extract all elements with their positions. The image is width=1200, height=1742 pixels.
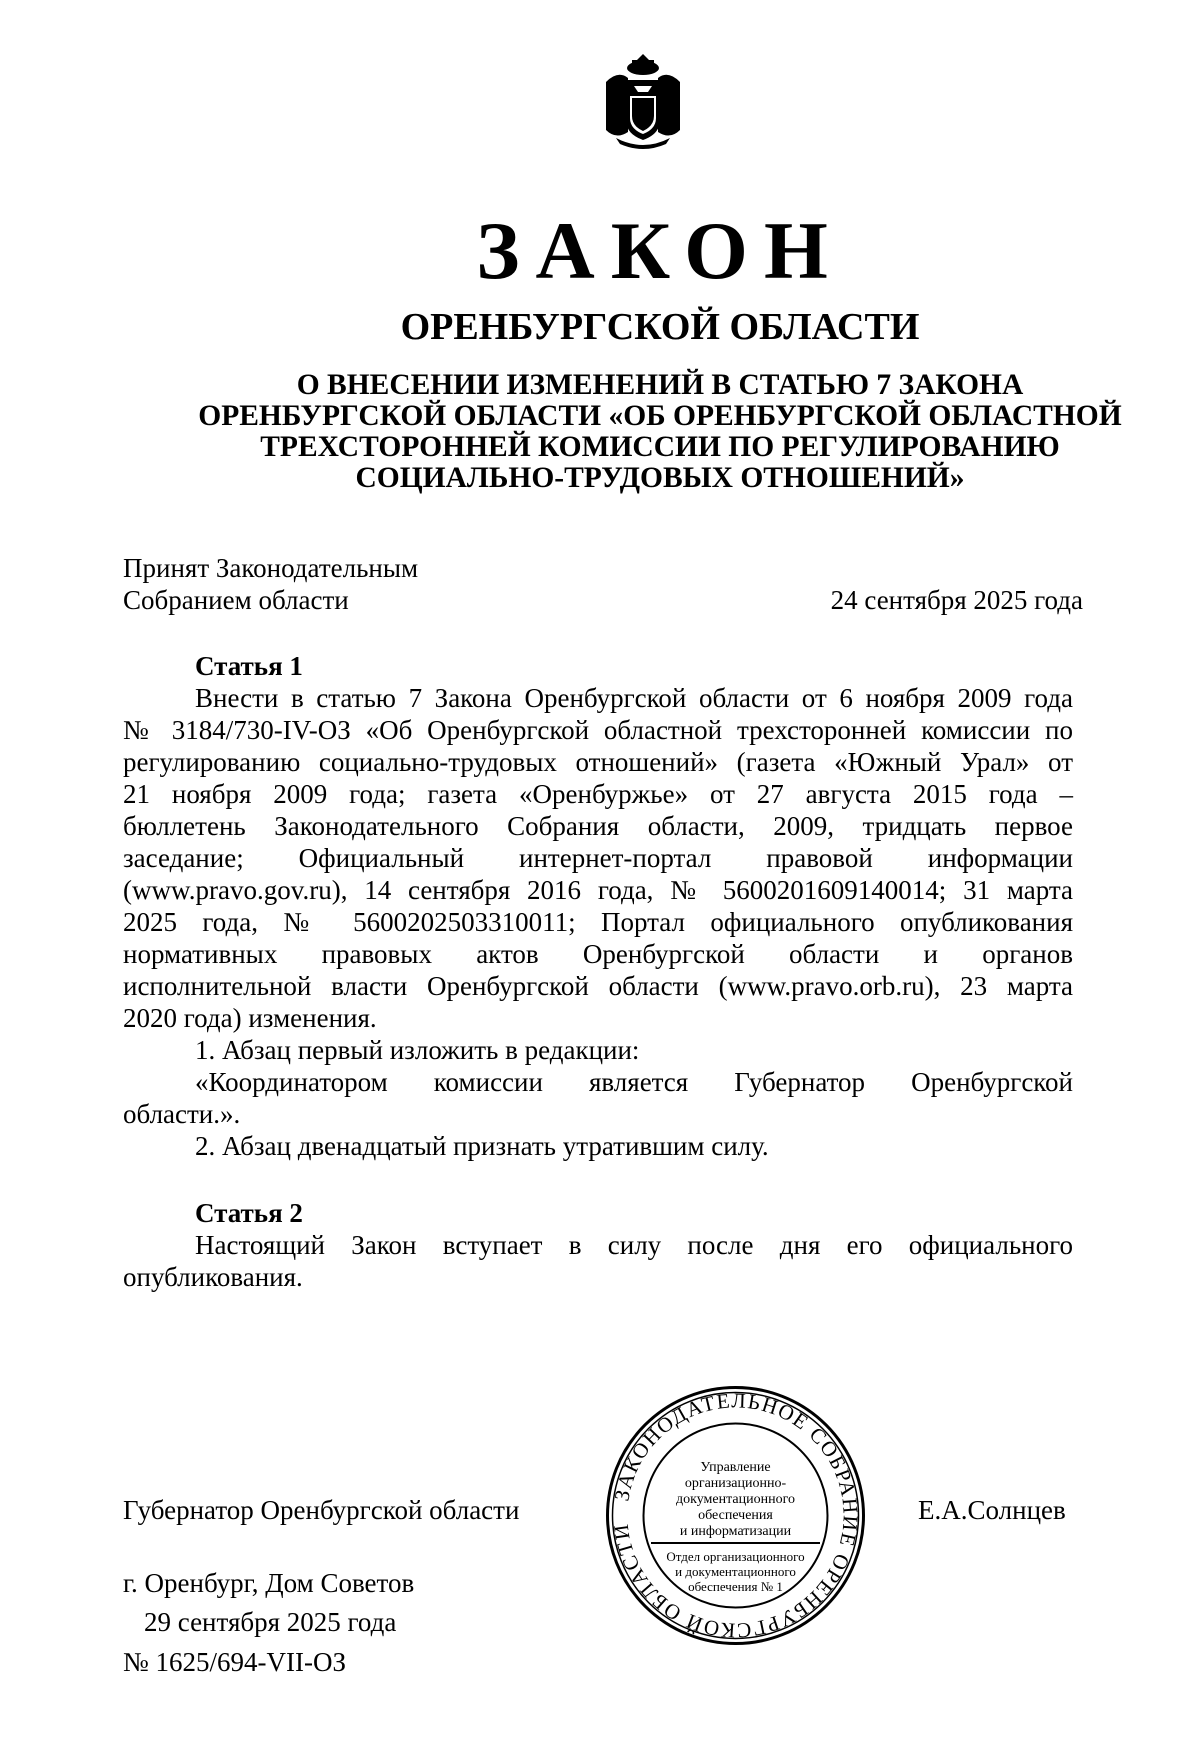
article1-quote-line2: области.». bbox=[123, 1099, 241, 1129]
article1-line: 21 ноября 2009 года; газета «Оренбуржье» от 27 августа 2015 года – bbox=[123, 779, 1073, 809]
article1-line: заседание; Официальный интернет-портал правовой информации bbox=[123, 843, 1073, 873]
signatory-position: Губернатор Оренбургской области bbox=[123, 1495, 520, 1525]
document-subtitle: ОРЕНБУРГСКОЙ ОБЛАСТИ bbox=[400, 306, 920, 348]
seal-inner-line: документационного bbox=[676, 1492, 795, 1507]
article1-line: № 3184/730-IV-ОЗ «Об Оренбургской областной трехсторонней комиссии по bbox=[123, 715, 1073, 745]
article1-title: Статья 1 bbox=[195, 651, 303, 681]
adoption-block bbox=[123, 552, 1083, 616]
section-gap bbox=[123, 1162, 1073, 1197]
heading-line: СОЦИАЛЬНО-ТРУДОВЫХ ОТНОШЕНИЙ» bbox=[355, 462, 965, 494]
article1-line: 2025 года, № 5600202503310011; Портал официального опубликования bbox=[123, 907, 1073, 937]
adopted-by-line1: Принят Законодательным bbox=[123, 553, 419, 583]
article1-line: Внести в статью 7 Закона Оренбургской области от 6 ноября 2009 года bbox=[195, 683, 1073, 713]
law-body bbox=[123, 650, 1073, 1293]
heading-line: ОРЕНБУРГСКОЙ ОБЛАСТИ «ОБ ОРЕНБУРГСКОЙ ОБЛАСТНОЙ bbox=[198, 400, 1122, 432]
seal-inner-line: Управление bbox=[700, 1460, 771, 1475]
article1-line: регулированию социально-трудовых отношений» (газета «Южный Урал» от bbox=[123, 747, 1073, 777]
law-number: № 1625/694-VII-ОЗ bbox=[123, 1647, 347, 1677]
signing-place: г. Оренбург, Дом Советов bbox=[123, 1568, 415, 1598]
coat-of-arms-emblem bbox=[598, 52, 688, 152]
article1-line: (www.pravo.gov.ru), 14 сентября 2016 года, № 5600201609140014; 31 марта bbox=[123, 875, 1073, 905]
law-heading bbox=[130, 370, 1190, 494]
seal-inner-line: обеспечения bbox=[698, 1508, 773, 1523]
heading-line: О ВНЕСЕНИИ ИЗМЕНЕНИЙ В СТАТЬЮ 7 ЗАКОНА bbox=[296, 369, 1024, 401]
official-seal-stamp bbox=[603, 1383, 868, 1648]
article1-line: бюллетень Законодательного Собрания области, 2009, тридцать первое bbox=[123, 811, 1073, 841]
article2-line2: опубликования. bbox=[123, 1262, 303, 1292]
article1-item2: 2. Абзац двенадцатый признать утратившим силу. bbox=[195, 1131, 769, 1161]
seal-bottom-line: Отдел организационного bbox=[666, 1549, 805, 1564]
article1-line: исполнительной власти Оренбургской области (www.pravo.orb.ru), 23 марта bbox=[123, 971, 1073, 1001]
seal-ring-text: ЗАКОНОДАТЕЛЬНОЕ СОБРАНИЕ ОРЕНБУРГСКОЙ ОБЛАСТИ bbox=[608, 1388, 863, 1643]
article2-line1: Настоящий Закон вступает в силу после дня его официального bbox=[195, 1230, 1073, 1260]
signing-date: 29 сентября 2025 года bbox=[144, 1607, 397, 1637]
seal-bottom-line: и документационного bbox=[675, 1564, 796, 1579]
seal-inner-line: организационно- bbox=[684, 1476, 787, 1491]
signatory-name: Е.А.Солнцев bbox=[918, 1495, 1066, 1525]
adopted-by-line2: Собранием области bbox=[123, 585, 349, 615]
seal-bottom-line: обеспечения № 1 bbox=[688, 1579, 783, 1594]
article1-line: 2020 года) изменения. bbox=[123, 1003, 377, 1033]
article2-title: Статья 2 bbox=[195, 1198, 303, 1228]
adoption-date: 24 сентября 2025 года bbox=[830, 585, 1083, 615]
document-title: ЗАКОН bbox=[476, 205, 844, 296]
article1-line: нормативных правовых актов Оренбургской области и органов bbox=[123, 939, 1073, 969]
article1-quote-line1: «Координатором комиссии является Губернатор Оренбургской bbox=[195, 1067, 1073, 1097]
article1-item1: 1. Абзац первый изложить в редакции: bbox=[195, 1035, 640, 1065]
seal-inner-line: и информатизации bbox=[679, 1524, 792, 1539]
heading-line: ТРЕХСТОРОННЕЙ КОМИССИИ ПО РЕГУЛИРОВАНИЮ bbox=[260, 431, 1060, 463]
